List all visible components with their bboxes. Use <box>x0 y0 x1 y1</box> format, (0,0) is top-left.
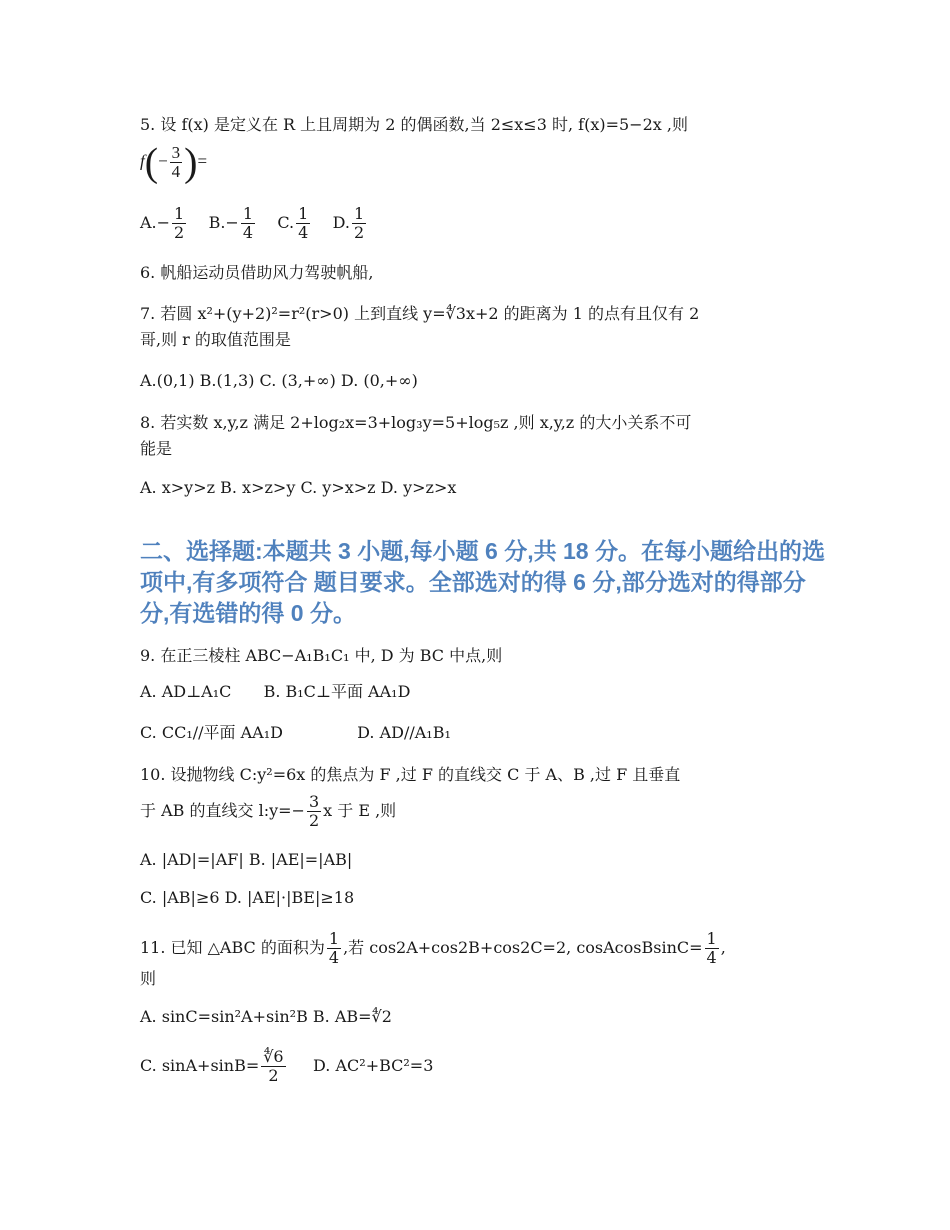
q10-stem-line2: 于 AB 的直线交 l:y=− $\frac{3}{2}$ x 于 E ,则 <box>140 792 397 830</box>
q8-stem-line1: 8. 若实数 x,y,z 满足 2+log₂x=3+log₃y=5+log₅z ,则 x,y,z 的大小关系不可 <box>140 413 692 432</box>
q11-option-c: C. sinA+sinB= $\frac{∜6}{2}$ <box>140 1047 284 1085</box>
q9-option-b: B. B₁C⊥平面 AA₁D <box>263 682 411 701</box>
q5-options <box>140 205 368 242</box>
q10-options-cd: C. |AB|≥6 D. |AE|·|BE|≥18 <box>140 888 355 907</box>
q9-options-cd <box>140 722 451 744</box>
q6-stem: 6. 帆船运动员借助风力驾驶帆船, <box>140 263 374 282</box>
q9-options-ab <box>140 681 410 703</box>
q8-options: A. x>y>z B. x>z>y C. y>x>z D. y>z>x <box>140 478 457 497</box>
q7-stem-line2: 哥,则 r 的取值范围是 <box>140 330 291 349</box>
q11-option-d: D. AC²+BC²=3 <box>313 1056 434 1075</box>
section-2-heading: 二、选择题:本题共 3 小题,每小题 6 分,共 18 分。在每小题给出的选项中,有多项符合 题目要求。全部选对的得 6 分,部分选对的得部分分,有选错的得 0 分。 <box>140 538 825 626</box>
q5-option-a: A.− $\frac{1}{2}$ <box>140 204 185 242</box>
q8-stem-line2: 能是 <box>140 439 173 458</box>
q5-option-c: C. $\frac{1}{4}$ <box>277 204 309 242</box>
q10-stem-line1: 10. 设抛物线 C:y²=6x 的焦点为 F ,过 F 的直线交 C 于 A、B ,过 F 且垂直 <box>140 765 681 784</box>
q7-stem-line1: 7. 若圆 x²+(y+2)²=r²(r>0) 上到直线 y=∜3x+2 的距离为 1 的点有且仅有 2 <box>140 304 700 323</box>
q5-option-b: B.− $\frac{1}{4}$ <box>208 204 254 242</box>
q5-stem: 5. 设 f(x) 是定义在 R 上且周期为 2 的偶函数,当 2≤x≤3 时, f(x)=5−2x ,则 <box>140 115 688 134</box>
q11-stem-line1: 11. 已知 △ABC 的面积为 $\frac{1}{4}$ ,若 cos2A+cos2B+cos2C=2, cosAcosBsinC= $\frac{1}{4}$ , <box>140 929 726 967</box>
q5-expression: f(− $\frac{3}{4}$ )= <box>140 139 208 185</box>
q9-option-a: A. AD⊥A₁C <box>140 682 232 701</box>
q9-option-d: D. AD//A₁B₁ <box>357 723 451 742</box>
q11-options-ab: A. sinC=sin²A+sin²B B. AB=∜2 <box>140 1007 392 1026</box>
q7-options: A.(0,1) B.(1,3) C. (3,+∞) D. (0,+∞) <box>140 371 418 390</box>
q10-options-ab: A. |AD|=|AF| B. |AE|=|AB| <box>140 850 353 869</box>
q9-stem: 9. 在正三棱柱 ABC−A₁B₁C₁ 中, D 为 BC 中点,则 <box>140 646 503 665</box>
q9-option-c: C. CC₁//平面 AA₁D <box>140 723 283 742</box>
q11-options-cd <box>140 1048 433 1085</box>
q11-stem-line2: 则 <box>140 969 157 988</box>
q5-option-d: D. $\frac{1}{2}$ <box>332 204 365 242</box>
